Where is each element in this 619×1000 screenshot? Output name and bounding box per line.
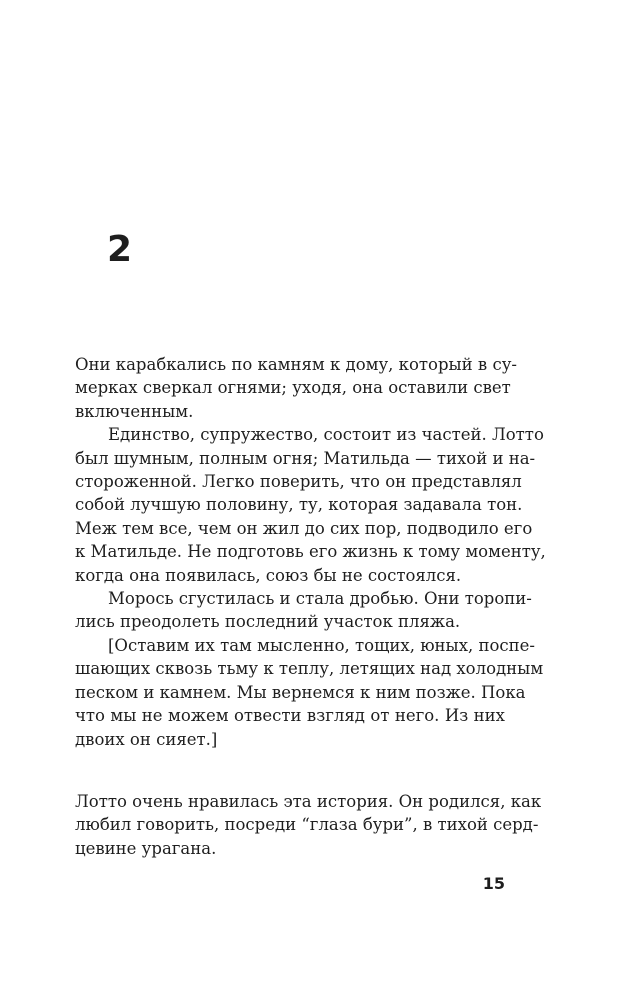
- text-line: Морось сгустилась и стала дробью. Они торопи-: [108, 589, 532, 609]
- text-line: [Оставим их там мысленно, тощих, юных, поспе-: [108, 635, 535, 655]
- text-line: когда она появилась, союз бы не состоялся.: [75, 565, 462, 585]
- main-text-block: [75, 353, 546, 751]
- page-number: 15: [482, 874, 505, 893]
- text-line: Единство, супружество, состоит из частей. Лотто: [108, 425, 544, 445]
- text-line: стороженной. Легко поверить, что он представлял: [75, 472, 522, 492]
- text-line: что мы не можем отвести взгляд от него. Из них: [75, 706, 505, 726]
- section-text-block: [75, 790, 542, 860]
- text-line: к Матильде. Не подготовь его жизнь к тому моменту,: [75, 542, 546, 562]
- text-line: Лотто очень нравилась эта история. Он родился, как: [75, 792, 542, 811]
- text-line: Они карабкались по камням к дому, который в су-: [75, 355, 517, 374]
- text-line: собой лучшую половину, ту, которая задавала тон.: [75, 495, 523, 515]
- text-line: включенным.: [75, 401, 194, 421]
- text-line: мерках сверкал огнями; уходя, она оставили свет: [75, 378, 511, 398]
- text-line: был шумным, полным огня; Матильда — тихой и на-: [75, 448, 536, 468]
- text-line: любил говорить, посреди “глаза бури”, в тихой серд-: [75, 815, 539, 835]
- text-line: двоих он сияет.]: [75, 729, 218, 749]
- text-line: песком и камнем. Мы вернемся к ним позже. Пока: [75, 682, 526, 702]
- text-line: цевине урагана.: [75, 838, 217, 858]
- chapter-number: 2: [107, 229, 133, 270]
- text-line: лись преодолеть последний участок пляжа.: [75, 612, 461, 632]
- text-line: Меж тем все, чем он жил до сих пор, подводило его: [75, 518, 533, 538]
- text-line: шающих сквозь тьму к теплу, летящих над холодным: [75, 659, 544, 679]
